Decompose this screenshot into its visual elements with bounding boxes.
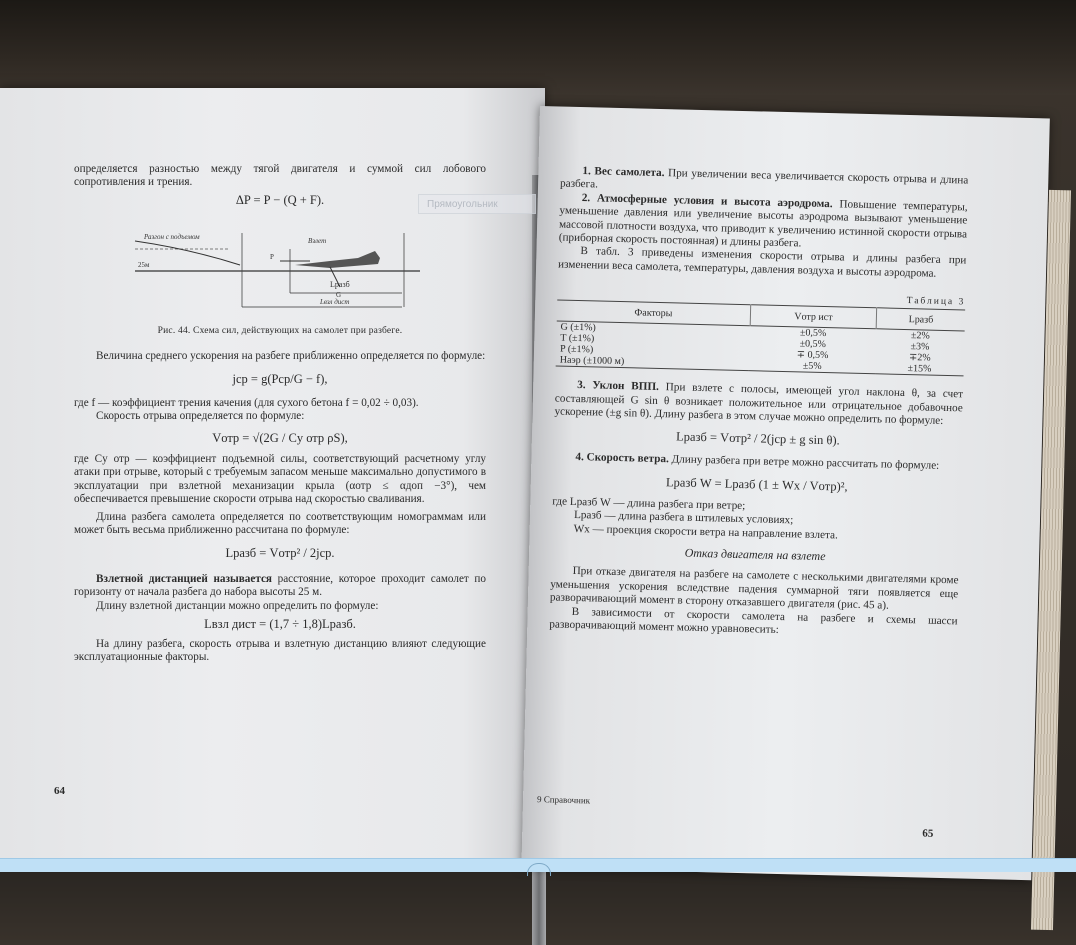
factor-weight-title: 1. Вес самолета. [582,165,665,180]
definition-vzl: расстояние, которое проходит самолет по горизонту от начала разбега до набора высоты 25 м. [74,572,486,599]
table-header-factors: Факторы [557,300,751,326]
factor-slope-text: При взлете с полосы, имеющей угол наклона θ, за счет составляющей G sin θ возникает положительное или отрицательное добавочное ускорение (±g sin θ). Длину разбега в этом случае можно определить по формуле: [554,381,964,428]
page-number-right: 65 [922,827,934,840]
footer-signature: 9 Справочник [536,794,591,806]
table-3 [556,288,966,377]
paragraph-length: Длина разбега самолета определяется по соответствующим номограммам или может быть весьма приближенно рассчитана по формуле: [74,510,486,537]
legend-line: Lразб — длина разбега в штилевых условиях; [573,509,794,527]
formula-slope: Lразб = Vотр² / 2(jср ± g sin θ). [675,429,840,448]
paragraph-cy: где Cy отр — коэффициент подъемной силы, соответствующий расчетному углу атаки при отрыве, который с требуемым запасом меньше максимально допустимого в эксплуатации при взлетной механизации крыла (αотр ≤ αдоп −3°), чем обеспечивается превышение скорости отрыва над скоростью сваливания. [74,453,486,506]
legend-line: Wx — проекция скорости ветра на направление взлета. [573,522,838,541]
figure-44 [130,221,430,316]
force-diagram [130,221,430,316]
table-cell: Hаэр (±1000 м) [559,354,625,368]
ghost-shape-label: Прямоугольник [418,194,536,214]
formula-delta-p: ΔP = P − (Q + F). [235,192,325,207]
section-heading: Отказ двигателя на взлете [684,545,826,564]
factor-atmosphere [559,191,968,255]
factor-atmosphere-text: Повышение температуры, уменьшение давления или увеличение высоты аэродрома вызывают уменьшение массовой плотности воздуха, что приводит к увеличению истинной скорости отрыва (приборная скорость постоянная) и длины разбега. [558,197,968,250]
table-cell: ±5% [802,360,822,373]
label-lvzl: Lвзл дист [320,298,350,306]
paragraph-table-ref: В табл. 3 приведены изменения скорости отрыва и длины разбега при изменении веса самолета, температуры, давления воздуха и высоты аэродрома. [557,245,967,280]
bottom-bar [0,858,1076,872]
formula-wind: Lразб W = Lразб (1 ± Wx / Vотр)², [665,475,848,494]
formula-jcp: jср = g(Pср/G − f), [232,372,328,387]
table-header-votr: Vотр ист [750,305,877,329]
page-number-left: 64 [54,785,65,797]
table-cell: ±0,5% [799,338,827,351]
label-25m: 25м [138,261,150,269]
legend-line: где Lразб W — длина разбега при ветре; [552,495,746,512]
paragraph-engine-failure: При отказе двигателя на разбеге на самолете с несколькими двигателями кроме уменьшения ускорения вследствие падения суммарной тяги появляется еще разворачивающий момент в сторону отказавшего двигателя (рис. 45 а). [549,565,959,612]
factor-slope-title: 3. Уклон ВПП. [577,379,660,394]
formula-lrazb: Lразб = Vотр² / 2jср. [225,546,335,561]
label-razgon: Разгон с подъемом [144,233,200,241]
term-vzl: Взлетной дистанцией называется [96,572,272,585]
factor-slope [554,379,963,429]
table-cell: T (±1%) [560,332,595,345]
paragraph-acceleration: Величина среднего ускорения на разбеге приближенно определяется по формуле: [96,350,486,362]
table-cell: ±0,5% [799,327,827,340]
factor-wind [553,450,961,473]
factor-wind-text: Длину разбега при ветре можно рассчитать по формуле: [668,453,940,472]
table-header-lrazb: Lразб [908,313,934,326]
factor-weight-text: При увеличении веса увеличивается скорость отрыва и длина разбега. [559,167,969,191]
table-cell: ±2% [910,330,930,342]
right-page [521,106,1049,880]
label-p: P [270,253,274,261]
paragraph-votr: Скорость отрыва определяется по формуле: [96,410,305,423]
left-intro: определяется разностью между тягой двигателя и суммой сил лобового сопротивления и трения. [74,163,486,189]
label-vzlet: Взлет [308,237,327,245]
formula-lvzl: Lвзл дист = (1,7 ÷ 1,8)Lразб. [204,617,356,632]
figure-caption: Рис. 44. Схема сил, действующих на самолет при разбеге. [157,326,403,336]
paragraph-factors: На длину разбега, скорость отрыва и взлетную дистанцию влияют следующие эксплуатационные факторы. [74,637,486,663]
table-cell: ∓2% [908,352,931,364]
paragraph-engine-failure-2: В зависимости от скорости самолета на разбеге и схемы шасси разворачивающий момент можно уравновесить: [549,605,958,636]
table-cell: G (±1%) [560,321,596,334]
table-caption: Таблица 3 [906,296,966,308]
label-g: G [336,291,342,299]
factor-atmosphere-title: 2. Атмосферные условия и высота аэродрома. [581,191,833,210]
table-cell: P (±1%) [559,343,594,356]
table-cell: ±3% [910,341,930,353]
bar-handle-icon[interactable] [527,863,551,876]
formula-votr: Vотр = √(2G / Cy отр ρS), [212,430,348,445]
label-lrazb: Lразб [330,280,350,289]
paragraph-friction: где f — коэффициент трения качения (для сухого бетона f = 0,02 ÷ 0,03). [74,396,419,409]
table-cell: ∓ 0,5% [796,349,829,362]
table-cell: ±15% [907,363,932,375]
factor-wind-title: 4. Скорость ветра. [575,450,669,466]
paragraph-vzl2: Длину взлетной дистанции можно определить по формуле: [96,599,379,612]
paragraph-vzl [74,573,486,600]
